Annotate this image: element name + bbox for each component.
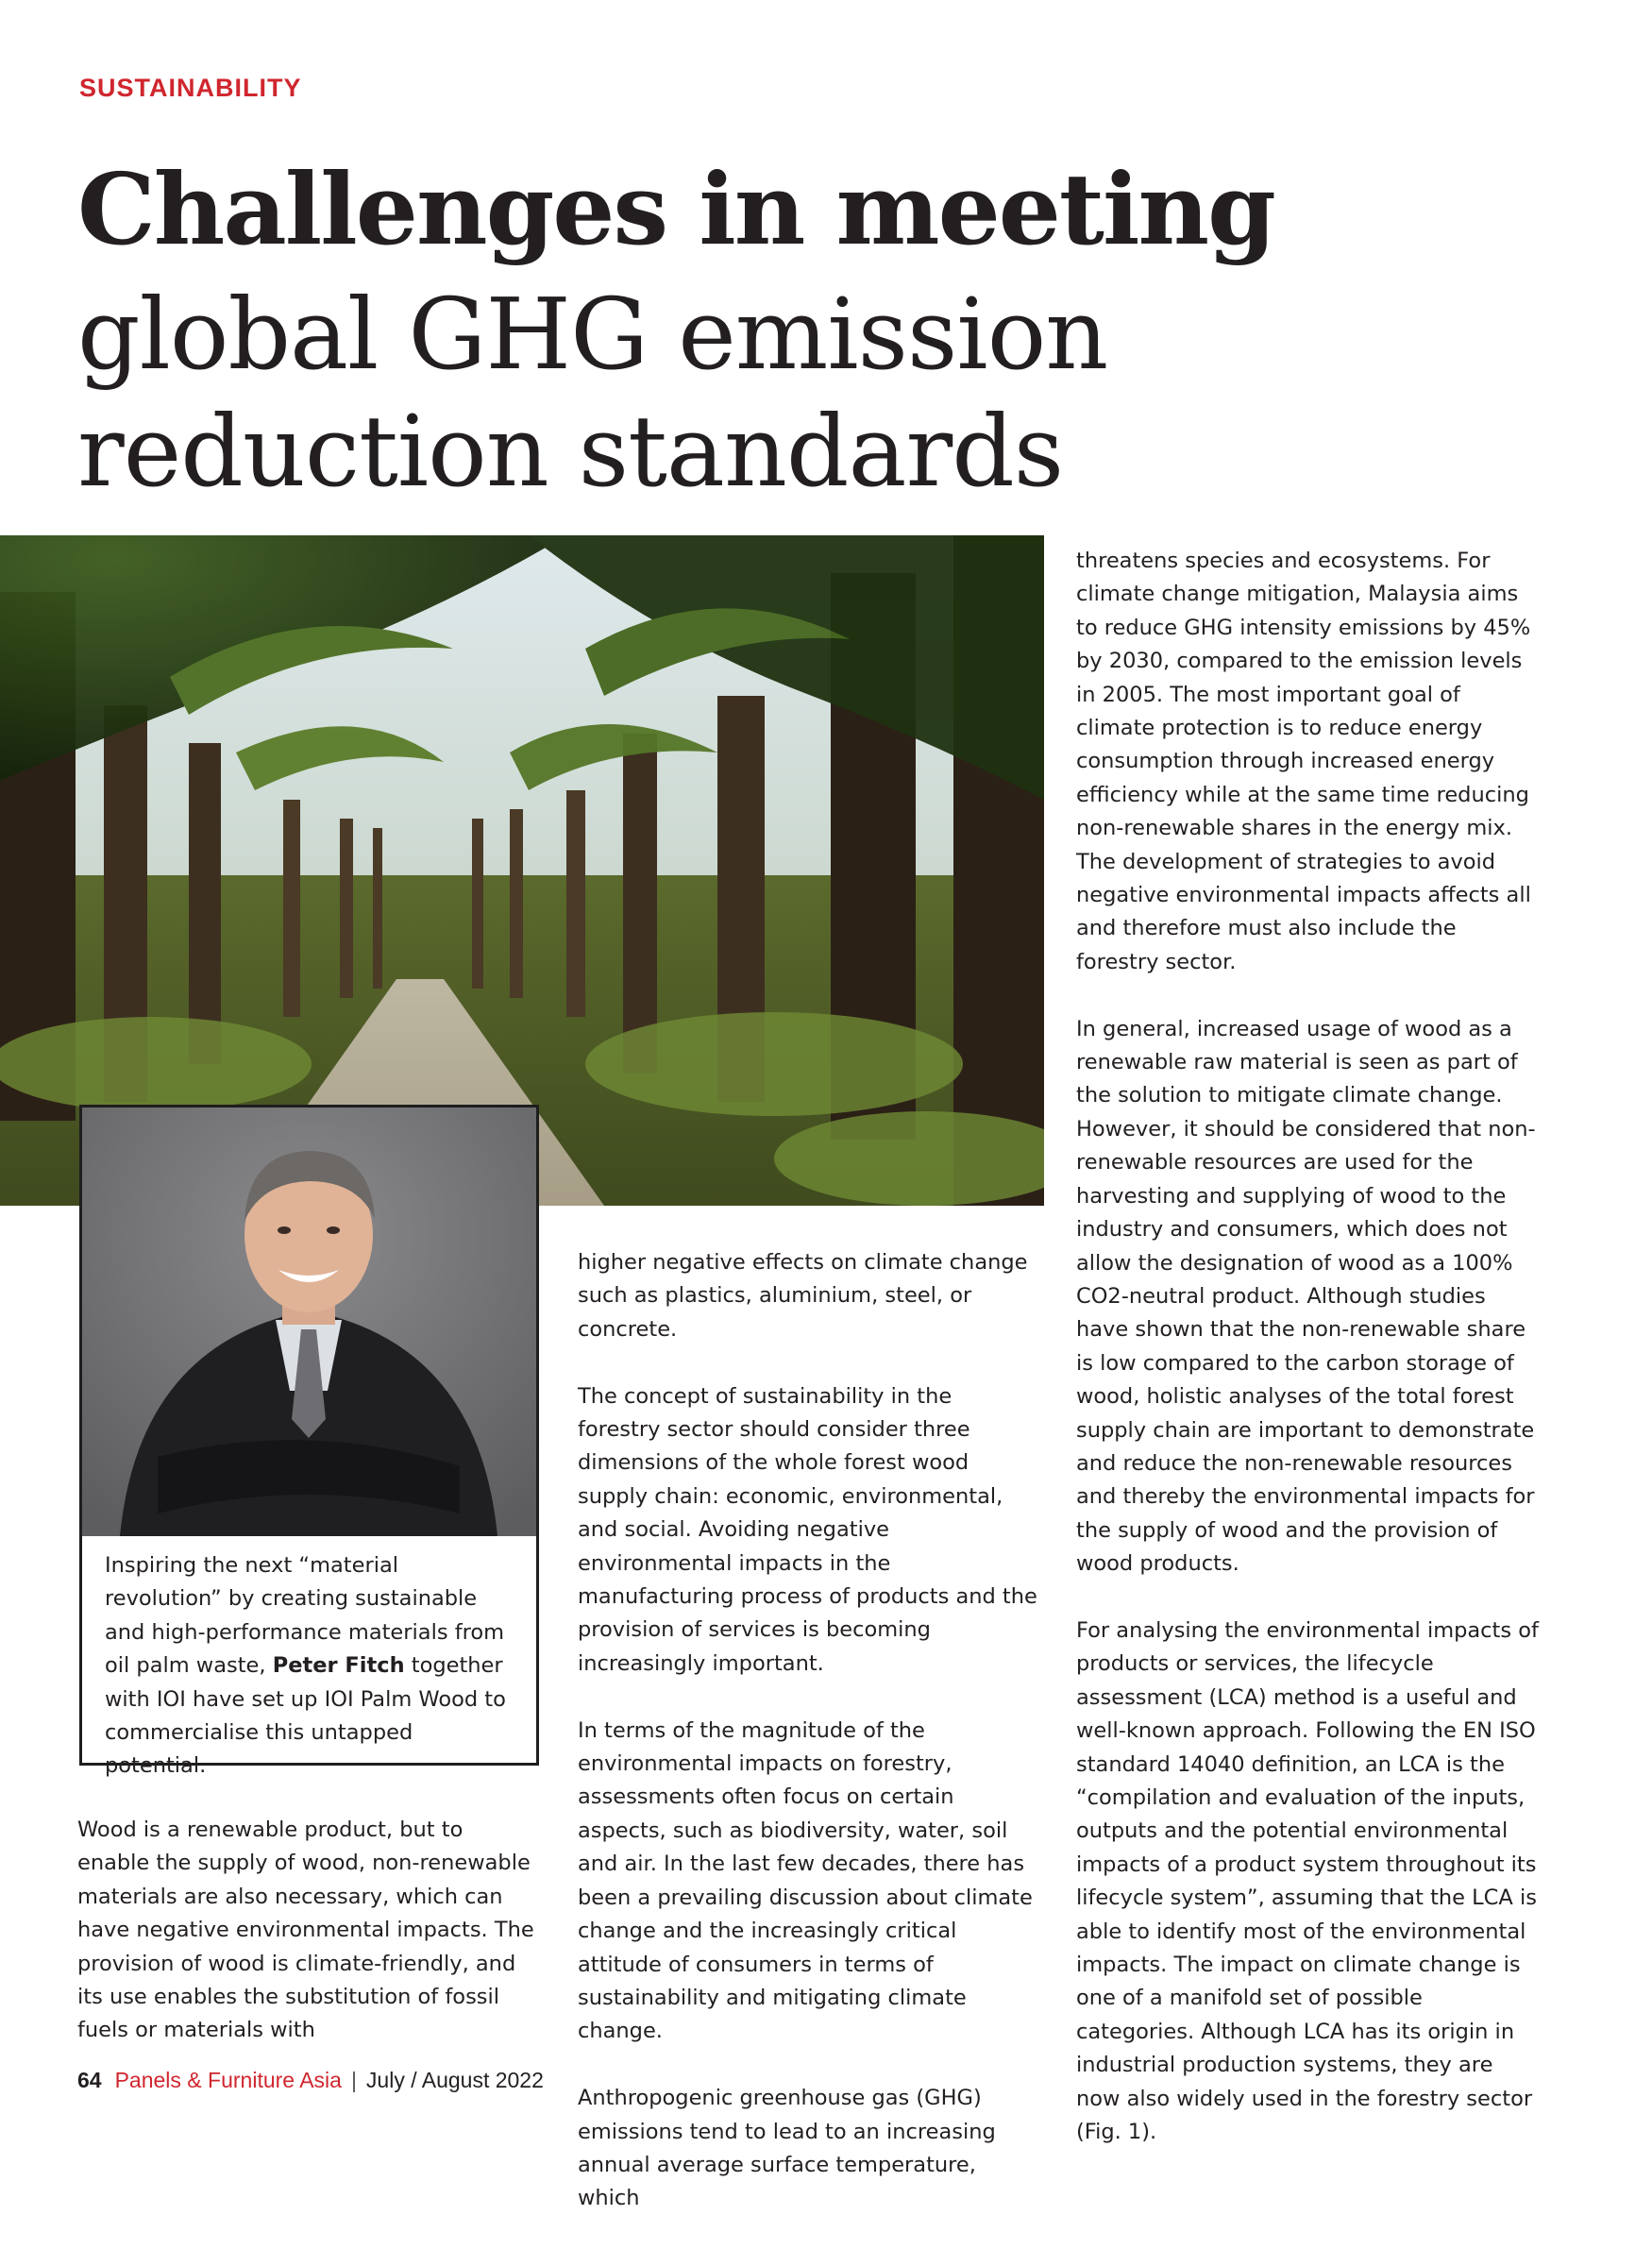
- headline-line-2: global GHG emission: [77, 277, 1108, 392]
- body-paragraph: Anthropogenic greenhouse gas (GHG) emissions tend to lead to an increasing annual average surface temperature, which: [578, 2086, 996, 2211]
- headline-line-3: reduction standards: [77, 394, 1064, 509]
- caption-text-after: together with IOI have set up IOI Palm Wood to commercialise this untapped potential.: [105, 1653, 506, 1779]
- photo-caption: [105, 1549, 520, 1784]
- body-paragraph: higher negative effects on climate change such as plastics, aluminium, steel, or concrete.: [578, 1250, 1028, 1342]
- body-paragraph: In terms of the magnitude of the environmental impacts on forestry, assessments often focus on certain aspects, such as biodiversity, water, soil and air. In the last few decades, there has been a prevailing discussion about climate change and the increasingly critical attitude of consumers in terms of sustainability and mitigating climate change.: [578, 1717, 1033, 2044]
- body-column-middle: [578, 1246, 1040, 2249]
- page-number: 64: [77, 2068, 102, 2092]
- body-column-right: [1076, 545, 1539, 2183]
- footer-separator: |: [350, 2068, 357, 2092]
- portrait-image: [82, 1108, 536, 1536]
- issue-date: July / August 2022: [365, 2068, 544, 2092]
- body-paragraph: In general, increased usage of wood as a renewable raw material is seen as part of the solution to mitigate climate change. However, it should be considered that non-renewable resources are used for the harvesting and supplying of wood to the industry and consumers, which does not allow the designation of wood as a 100% CO2-neutral product. Although studies have shown that the non-renewable share is low compared to the carbon storage of wood, holistic analyses of the total forest supply chain are important to demonstrate and reduce the non-renewable resources and thereby the environmental impacts for the supply of wood and the provision of wood products.: [1076, 1016, 1536, 1577]
- caption-text-before: Inspiring the next “material revolution” by creating sustainable and high-performance materials from oil palm waste,: [105, 1553, 505, 1679]
- body-paragraph: The concept of sustainability in the forestry sector should consider three dimensions of the whole forest wood supply chain: economic, environmental, and social. Avoiding negative environmental impacts in the manufacturing process of products and the provision of services is becoming increasingly important.: [578, 1383, 1037, 1676]
- body-column-left: [77, 1814, 540, 2081]
- body-paragraph: Wood is a renewable product, but to enable the supply of wood, non-renewable materials are also necessary, which can have negative environmental impacts. The provision of wood is climate-friendly, and its use enables the substitution of fossil fuels or materials with: [77, 1818, 534, 2043]
- caption-person-name: Peter Fitch: [272, 1653, 405, 1679]
- magazine-name: Panels & Furniture Asia: [114, 2068, 342, 2092]
- body-paragraph: threatens species and ecosystems. For climate change mitigation, Malaysia aims to reduce GHG intensity emissions by 45% by 2030, compared to the emission levels in 2005. The most important goal of climate protection is to reduce energy consumption through increased energy efficiency while at the same time reducing non-renewable shares in the energy mix. The development of strategies to avoid negative environmental impacts affects all and therefore must also include the forestry sector.: [1076, 549, 1531, 974]
- page-footer: [77, 2068, 544, 2093]
- body-paragraph: For analysing the environmental impacts of products or services, the lifecycle assessment (LCA) method is a useful and well-known approach. Following the EN ISO standard 14040 definition, an LCA is the “compilation and evaluation of the inputs, outputs and the potential environmental impacts of a product system throughout its lifecycle system”, assuming that the LCA is able to identify most of the environmental impacts. The impact on climate change is one of a manifold set of possible categories. Although LCA has its origin in industrial production systems, they are now also widely used in the forestry sector (Fig. 1).: [1076, 1617, 1539, 2145]
- section-label: SUSTAINABILITY: [79, 74, 302, 102]
- headline-line-1: Challenges in meeting: [77, 151, 1274, 267]
- portrait-card: [79, 1105, 539, 1779]
